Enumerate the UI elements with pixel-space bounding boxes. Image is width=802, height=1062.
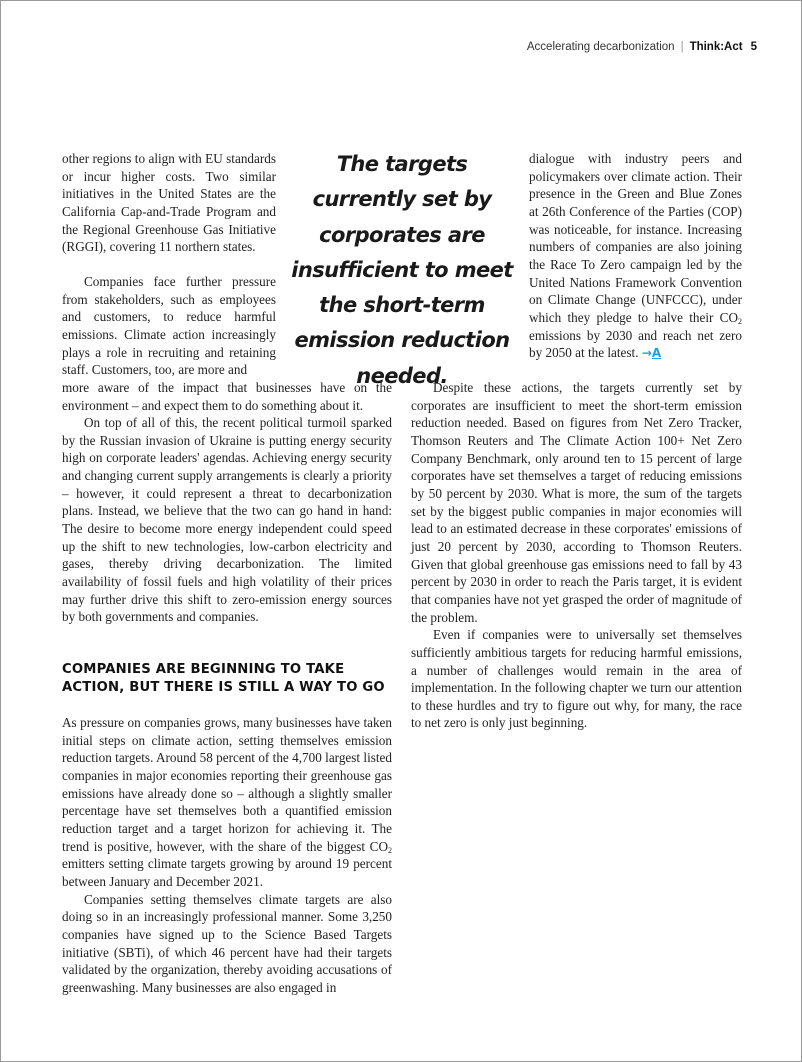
column-2-wide: [411, 379, 742, 732]
paragraph: other regions to align with EU standards or incur higher costs. Two similar initiatives in the United States are the California Cap-and-Trade Program and the Regional Greenhouse Gas Initiative (RGGI), covering 11 northern states.: [62, 151, 276, 255]
paragraph: [529, 150, 742, 363]
pull-quote: The targets currently set by corporates are insufficient to meet the short-term emission reduction needed.: [291, 152, 513, 388]
column-1-p3: [62, 414, 392, 626]
brand-name: Think:Act: [689, 41, 743, 53]
paragraph: Despite these actions, the targets currently set by corporates are insufficient to meet the short-term emission reduction needed. Based on figures from Net Zero Tracker, Thomson Reuters and The Climate Action 100+ Net Zero Company Benchmark, only around ten to 15 percent of large corporates have set themselves a target of reducing emissions by 50 percent by 2030. What is more, the sum of the targets set by the biggest public companies in major economies will lead to an estimated decrease in these corporates' emissions of just 20 percent by 2030, according to Thomson Reuters. Given that global greenhouse gas emissions need to fall by 43 percent by 2030 in order to reach the Paris target, it is evident that companies have not yet grasped the order of magnitude of the problem.: [411, 380, 742, 625]
section-heading: [62, 661, 392, 697]
header-separator: |: [680, 41, 684, 53]
paragraph: Even if companies were to universally set themselves sufficiently ambitious targets for reducing harmful emissions, a number of challenges would remain in the area of implementation. In the following chapter we turn our attention to these hurdles and try to figure out why, for many, the race to net zero is only just beginning.: [411, 627, 742, 731]
column-1-p4: [62, 714, 392, 997]
column-2-narrow: [529, 150, 742, 363]
column-1-narrow: [62, 150, 276, 256]
text: As pressure on companies grows, many businesses have taken initial steps on climate action, setting themselves emission reduction targets. Around 58 percent of the 4,700 largest listed companies in major economies reporting their greenhouse gas emissions have already done so – although a slightly smaller percentage have set themselves both a quantified emission reduction target and a target horizon for achieving it. The trend is positive, however, with the share of the biggest CO: [62, 715, 392, 854]
figure-reference-link[interactable]: [642, 346, 661, 360]
text: emissions by 2030 and reach net zero by 2050 at the latest.: [529, 327, 742, 361]
figure-reference-letter: A: [651, 346, 662, 361]
subscript: 2: [388, 845, 392, 855]
arrow-right-icon: →: [641, 346, 652, 361]
text: dialogue with industry peers and policymakers over climate action. Their presence in the Green and Blue Zones at 26th Conference of the Parties (COP) was noticeable, for instance. Increasing numbers of companies are also joining the Race To Zero campaign led by the United Nations Framework Convention on Climate Change (UNFCCC), under which they pledge to halve their CO: [529, 151, 742, 325]
page-number: 5: [750, 41, 757, 53]
paragraph: Companies face further pressure from stakeholders, such as employees and customers, to reduce harmful emissions. Climate action increasingly plays a role in recruiting and retaining staff. Customers, too, are more and: [62, 274, 276, 378]
subscript: 2: [738, 316, 742, 326]
column-1-narrow-2: [62, 273, 276, 379]
heading-line: ACTION, BUT THERE IS STILL A WAY TO GO: [62, 680, 385, 695]
paragraph: more aware of the impact that businesses have on the environment – and expect them to do something about it.: [62, 380, 392, 413]
heading-line: COMPANIES ARE BEGINNING TO TAKE: [62, 662, 345, 677]
paragraph: On top of all of this, the recent political turmoil sparked by the Russian invasion of Ukraine is putting energy security high on corporate leaders' agendas. Achieving energy security and changing current supply arrangements is clearly a priority – however, it could represent a threat to decarbonization plans. Instead, we believe that the two can go hand in hand: The desire to become more energy independent could speed up the shift to new technologies, low-carbon electricity and gases, thereby driving decarbonization. The limited availability of fossil fuels and high volatility of their prices may further drive this shift to zero-emission energy sources by both governments and companies.: [62, 415, 392, 625]
running-header: [527, 41, 757, 53]
paragraph: Companies setting themselves climate targets are also doing so in an increasingly professional manner. Some 3,250 companies have signed up to the Science Based Targets initiative (SBTi), of which 46 percent have had their targets validated by the organization, thereby avoiding accusations of greenwashing. Many businesses are also engaged in: [62, 891, 392, 995]
section-title: Accelerating decarbonization: [526, 41, 675, 53]
text: emitters setting climate targets growing by around 19 percent between January and December 2021.: [62, 856, 392, 889]
paragraph: [62, 714, 392, 891]
